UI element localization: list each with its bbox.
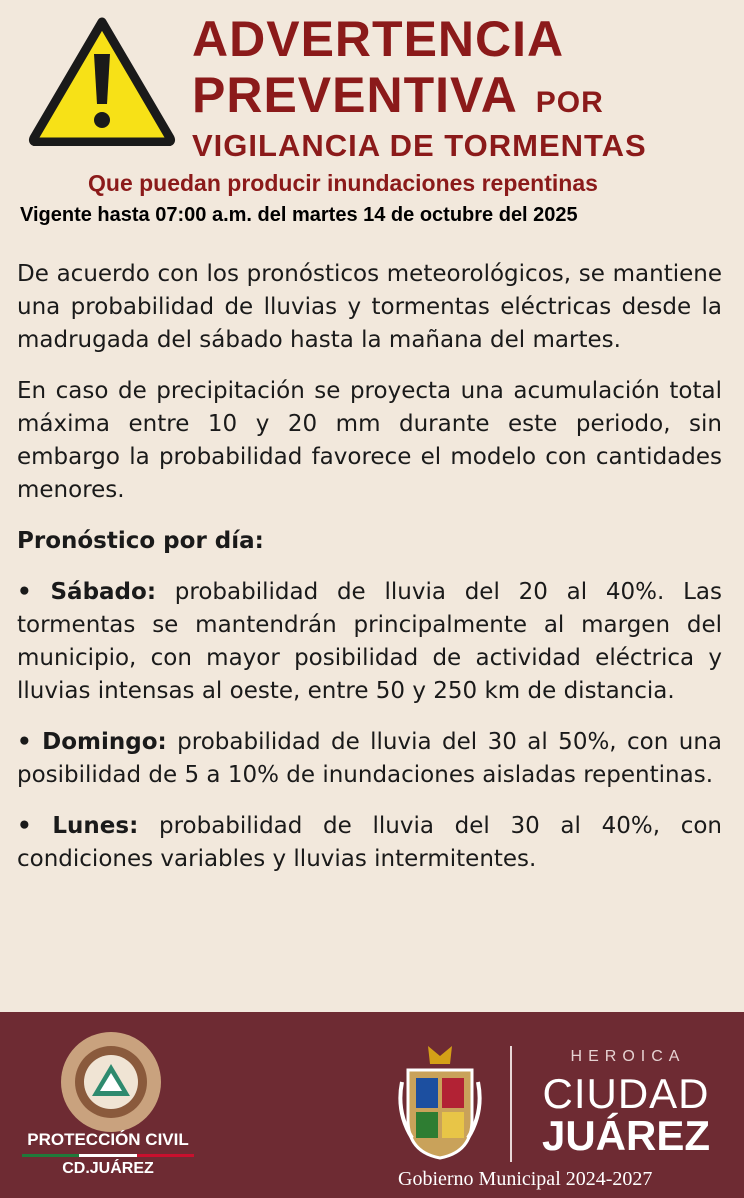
header — [0, 0, 744, 240]
day-text: probabilidad de lluvia del 30 al 40%, con condiciones variables y lluvias intermitentes. — [17, 813, 722, 872]
day-text: probabilidad de lluvia del 30 al 50%, con una posibilidad de 5 a 10% de inundaciones aisladas repentinas. — [17, 729, 723, 788]
proteccion-civil-logo — [56, 1026, 166, 1138]
footer — [0, 1012, 744, 1198]
day-item-saturday — [17, 576, 722, 708]
paragraph-forecast: De acuerdo con los pronósticos meteorológicos, se mantiene una probabilidad de lluvias y tormentas eléctricas desde la madrugada del sábado hasta la mañana del martes. — [17, 261, 722, 353]
juarez-label: JUÁREZ — [541, 1112, 711, 1159]
day-label: Domingo: — [42, 729, 167, 755]
bullet: • — [17, 813, 32, 839]
title-line-3: VIGILANCIA DE TORMENTAS — [192, 128, 647, 163]
forecast-heading: Pronóstico por día: — [17, 528, 264, 554]
ciudad-label: CIUDAD — [542, 1070, 710, 1117]
title-line-2 — [192, 66, 604, 124]
flag-stripe — [22, 1154, 194, 1157]
footer-divider — [510, 1046, 512, 1162]
day-item-sunday — [17, 726, 722, 792]
bulletin-body — [17, 258, 722, 894]
subtitle: Que puedan producir inundaciones repentinas — [88, 170, 598, 196]
title-line-1: ADVERTENCIA — [192, 11, 565, 67]
bullet: • — [17, 579, 32, 605]
warning-triangle-icon — [28, 16, 176, 146]
day-label: Sábado: — [50, 579, 157, 605]
heroica-label: HEROICA — [570, 1048, 686, 1065]
title-preventiva: PREVENTIVA — [192, 67, 518, 123]
bullet: • — [17, 729, 32, 755]
paragraph-accumulation: En caso de precipitación se proyecta una acumulación total máxima entre 10 y 20 mm durante este periodo, sin embargo la probabilidad favorece el modelo con cantidades menores. — [17, 378, 722, 503]
proteccion-civil-label: PROTECCIÓN CIVIL — [27, 1130, 189, 1149]
day-label: Lunes: — [52, 813, 139, 839]
coat-of-arms-icon — [398, 1042, 482, 1162]
day-item-monday — [17, 810, 722, 876]
validity-notice: Vigente hasta 07:00 a.m. del martes 14 de octubre del 2025 — [20, 204, 578, 226]
title-por: POR — [535, 86, 604, 119]
proteccion-civil-city: CD.JUÁREZ — [62, 1160, 154, 1177]
day-text: probabilidad de lluvia del 20 al 40%. Las tormentas se mantendrán principalmente al margen del municipio, con mayor posibilidad de actividad eléctrica y lluvias intensas al oeste, entre 50 y 250 km de distancia. — [17, 579, 722, 704]
gobierno-municipal-label: Gobierno Municipal 2024-2027 — [398, 1168, 653, 1190]
